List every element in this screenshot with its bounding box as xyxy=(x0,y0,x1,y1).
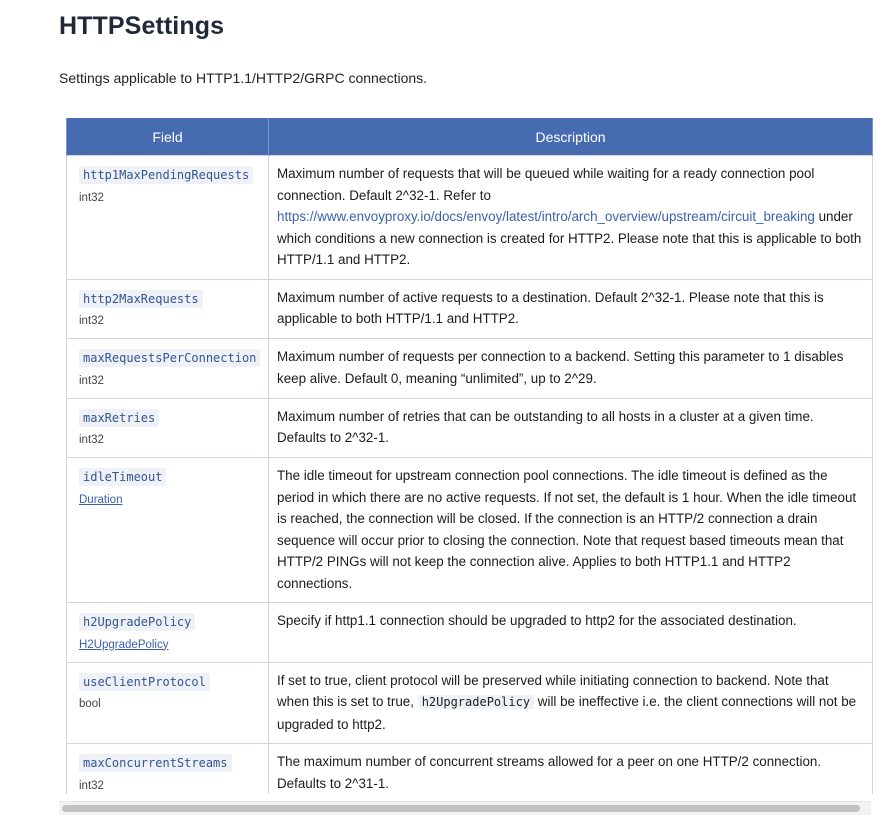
description-cell xyxy=(269,156,873,280)
description-cell xyxy=(269,339,873,399)
settings-table xyxy=(66,118,873,794)
description-column-header: Description xyxy=(269,118,873,156)
inline-code: h2UpgradePolicy xyxy=(418,695,534,709)
description-text: If set to true, client protocol will be preserved while initiating connection to backend. Note that when this is set to true, xyxy=(277,672,829,709)
description-cell xyxy=(269,744,873,795)
field-name: useClientProtocol xyxy=(79,673,210,691)
field-name: idleTimeout xyxy=(79,468,166,486)
field-cell xyxy=(67,744,269,795)
h2-upgrade-policy-type-link[interactable]: H2UpgradePolicy xyxy=(79,638,169,651)
field-name: http2MaxRequests xyxy=(79,290,203,308)
table-row xyxy=(67,398,873,458)
field-name: h2UpgradePolicy xyxy=(79,613,195,631)
table-row xyxy=(67,744,873,795)
field-type: int32 xyxy=(79,315,104,327)
field-cell xyxy=(67,339,269,399)
field-name: maxRequestsPerConnection xyxy=(79,349,260,367)
field-cell xyxy=(67,662,269,744)
description-cell xyxy=(269,662,873,744)
page-intro: Settings applicable to HTTP1.1/HTTP2/GRPC connections. xyxy=(59,70,428,86)
field-cell xyxy=(67,398,269,458)
description-text: The maximum number of concurrent streams allowed for a peer on one HTTP/2 connection. Defaults to 2^31-1. xyxy=(277,754,822,791)
horizontal-scrollbar[interactable] xyxy=(59,801,871,815)
duration-type-link[interactable]: Duration xyxy=(79,493,123,506)
table-row xyxy=(67,156,873,280)
field-type: int32 xyxy=(79,374,104,387)
table-header-row xyxy=(67,118,873,156)
field-type: int32 xyxy=(79,191,104,204)
description-text: Maximum number of requests that will be queued while waiting for a ready connection pool connection. Default 2^32-1. Refer to xyxy=(277,166,815,203)
table-row xyxy=(67,339,873,399)
field-name: maxRetries xyxy=(79,409,159,427)
field-cell xyxy=(67,458,269,603)
table-row xyxy=(67,662,873,744)
description-text: Maximum number of active requests to a destination. Default 2^32-1. Please note that this is applicable to both HTTP/1.1 and HTTP2. xyxy=(277,289,824,326)
description-text: will be ineffective i.e. the client connections will not be upgraded to http2. xyxy=(277,694,857,732)
field-name: maxConcurrentStreams xyxy=(79,754,232,772)
settings-table-container xyxy=(66,118,886,794)
table-row xyxy=(67,279,873,339)
field-type: int32 xyxy=(79,434,104,446)
table-row xyxy=(67,603,873,663)
description-cell xyxy=(269,603,873,663)
description-text: under which conditions a new connection is created for HTTP2. Please note that this is applicable to both HTTP/1.1 and HTTP2. xyxy=(277,209,862,267)
field-name: http1MaxPendingRequests xyxy=(79,166,253,184)
description-cell xyxy=(269,458,873,603)
description-cell xyxy=(269,398,873,458)
field-cell xyxy=(67,279,269,339)
field-cell xyxy=(67,603,269,663)
field-type: int32 xyxy=(79,779,104,792)
field-type: bool xyxy=(79,698,101,710)
scrollbar-thumb[interactable] xyxy=(62,805,860,812)
page-title: HTTPSettings xyxy=(59,12,225,40)
description-text: Specify if http1.1 connection should be upgraded to http2 for the associated destination. xyxy=(277,613,797,628)
description-cell xyxy=(269,279,873,339)
description-text: The idle timeout for upstream connection pool connections. The idle timeout is defined as the period in which there are no active requests. If not set, the default is 1 hour. When the idle timeout is reached, the connection will be closed. If the connection is an HTTP/2 connection a drain sequence will occur prior to closing the connection. Note that request based timeouts mean that HTTP/2 PINGs will not keep the connection alive. Applies to both HTTP1.1 and HTTP2 connections. xyxy=(277,468,857,591)
circuit-breaking-link[interactable]: https://www.envoyproxy.io/docs/envoy/latest/intro/arch_overview/upstream/circuit_breaking xyxy=(277,209,815,224)
field-cell xyxy=(67,156,269,280)
table-row xyxy=(67,458,873,603)
description-text: Maximum number of retries that can be outstanding to all hosts in a cluster at a given time. Defaults to 2^32-1. xyxy=(277,408,814,445)
description-text: Maximum number of requests per connection to a backend. Setting this parameter to 1 disables keep alive. Default 0, meaning “unlimited”, up to 2^29. xyxy=(277,349,844,386)
field-column-header: Field xyxy=(67,118,269,156)
